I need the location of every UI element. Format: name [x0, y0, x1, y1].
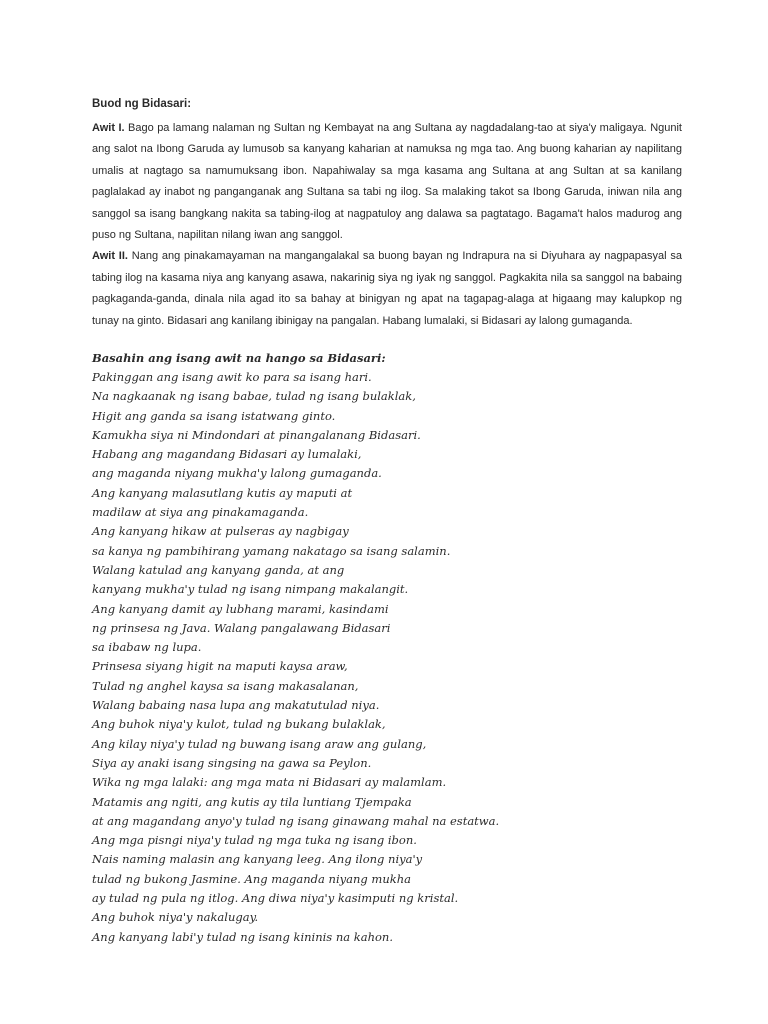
poem-lines: [92, 368, 652, 947]
poem-line: ang maganda niyang mukha'y lalong gumaganda.: [92, 466, 382, 481]
document-title: Buod ng Bidasari:: [92, 98, 192, 110]
poem-line: Ang kanyang damit ay lubhang marami, kasindami: [92, 601, 389, 616]
poem-line: Walang katulad ang kanyang ganda, at ang: [92, 562, 345, 577]
poem-line: Ang kanyang hikaw at pulseras ay nagbigay: [92, 524, 349, 539]
poem-line: ng prinsesa ng Java. Walang pangalawang Bidasari: [92, 620, 391, 635]
poem-line: Siya ay anaki isang singsing na gawa sa Peylon.: [92, 755, 372, 770]
poem-line: madilaw at siya ang pinakamaganda.: [92, 505, 309, 520]
poem-line: Matamis ang ngiti, ang kutis ay tila luntiang Tjempaka: [92, 794, 412, 809]
poem-line: Pakinggan ang isang awit ko para sa isang hari.: [92, 370, 372, 384]
poem-line: ay tulad ng pula ng itlog. Ang diwa niya'y kasimputi ng kristal.: [92, 891, 459, 906]
poem-line: sa ibabaw ng lupa.: [92, 640, 202, 655]
poem-line: at ang magandang anyo'y tulad ng isang ginawang mahal na estatwa.: [92, 813, 500, 828]
poem-line: Habang ang magandang Bidasari ay lumalaki,: [92, 447, 362, 462]
poem-line: Tulad ng anghel kaysa sa isang makasalanan,: [92, 678, 359, 693]
awit-1-label: Awit I.: [92, 122, 125, 134]
awit-2-label: Awit II.: [92, 250, 128, 263]
poem-line: Ang kilay niya'y tulad ng buwang isang araw ang gulang,: [92, 736, 427, 751]
poem-line: Kamukha siya ni Mindondari at pinangalanang Bidasari.: [92, 427, 421, 442]
poem-line: tulad ng bukong Jasmine. Ang maganda niyang mukha: [92, 871, 411, 886]
poem-section: [92, 348, 652, 947]
poem-line: Ang kanyang malasutlang kutis ay maputi at: [92, 485, 353, 500]
poem-line: Nais naming malasin ang kanyang leeg. Ang ilong niya'y: [92, 852, 423, 867]
poem-line: Ang buhok niya'y nakalugay.: [92, 910, 259, 925]
document-body: [92, 96, 682, 332]
poem-line: Prinsesa siyang higit na maputi kaysa araw,: [92, 659, 348, 674]
poem-line: sa kanya ng pambihirang yamang nakatago sa isang salamin.: [92, 543, 451, 558]
poem-heading: Basahin ang isang awit na hango sa Bidasari:: [92, 351, 386, 365]
poem-line: Na nagkaanak ng isang babae, tulad ng isang bulaklak,: [92, 389, 416, 404]
poem-line: kanyang mukha'y tulad ng isang nimpang makalangit.: [92, 582, 409, 597]
awit-1-text: Bago pa lamang nalaman ng Sultan ng Kembayat na ang Sultana ay nagdadalang-tao at siya'y maligaya. Ngunit ang salot na Ibong Garuda ay lumusob sa kanyang kaharian at namuksa ng mga tao. Ang buong kaharian ay napilitang umalis at nagtago sa namumuksang ibon. Napahiwalay sa mga kasama ang Sultana at ang Sultan at sa kanilang paglalakad ay inabot ng panganganak ang Sultana sa tabi ng ilog. Sa malaking takot sa Ibong Garuda, iniwan nila ang sanggol sa isang bangkang nakita sa tabing-ilog at nagpatuloy ang dalawa sa pagtatago. Bagama't halos madurog ang puso ng Sultana, napilitan nilang iwan ang sanggol.: [92, 122, 682, 242]
awit-2-paragraph: [92, 246, 682, 332]
poem-line: Walang babaing nasa lupa ang makatutulad niya.: [92, 698, 380, 713]
poem-line: Wika ng mga lalaki: ang mga mata ni Bidasari ay malamlam.: [92, 775, 447, 790]
awit-1-paragraph: [92, 118, 682, 246]
poem-line: Ang kanyang labi'y tulad ng isang kininis na kahon.: [92, 929, 393, 944]
awit-2-text: Nang ang pinakamayaman na mangangalakal sa buong bayan ng Indrapura na si Diyuhara ay nagpapasyal sa tabing ilog na kasama niya ang kanyang asawa, nakarinig siya ng iyak ng sanggol. Pagkakita nila sa sanggol na babaing pagkaganda-ganda, dinala nila agad ito sa bahay at binigyan ng apat na tagapag-alaga at higaang may kalupkop ng tunay na ginto. Bidasari ang kanilang ibinigay na pangalan. Habang lumalaki, si Bidasari ay lalong gumaganda.: [92, 250, 682, 327]
poem-line: Ang mga pisngi niya'y tulad ng mga tuka ng isang ibon.: [92, 833, 417, 848]
poem-line: Higit ang ganda sa isang istatwang ginto.: [92, 408, 336, 423]
poem-line: Ang buhok niya'y kulot, tulad ng bukang bulaklak,: [92, 717, 386, 732]
